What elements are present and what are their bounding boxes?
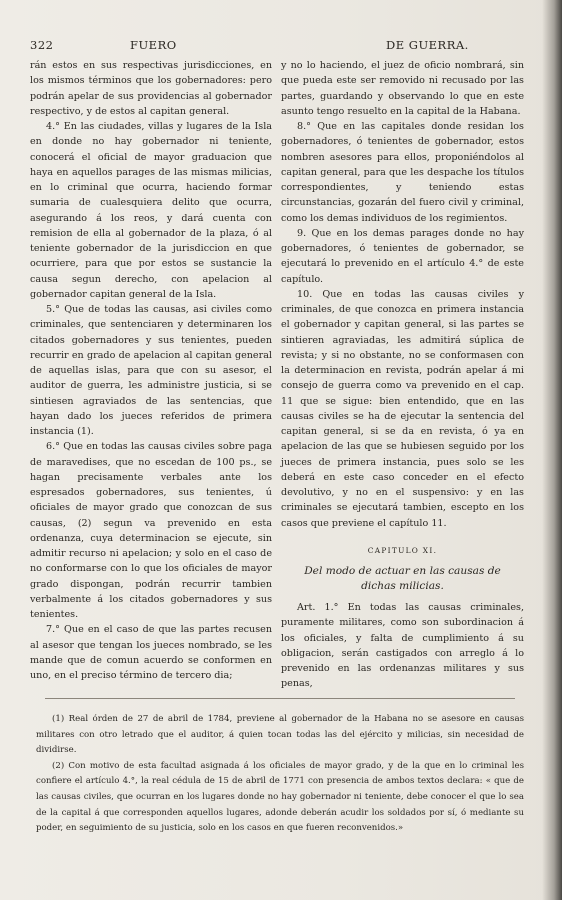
chapter-label: CAPITULO XI.	[367, 545, 438, 555]
paragraph: y no lo haciendo, el juez de oficio nombrará, sin que pueda este ser removido ni recusado por las partes, guardando y observando lo que en este asunto tengo resuelto en la capital de la Habana.	[281, 60, 524, 117]
page-number: 322	[30, 38, 54, 52]
left-column	[30, 58, 272, 683]
footnotes	[36, 712, 524, 837]
paragraph: 6.° Que en todas las causas civiles sobre paga de maravedises, que no escedan de 100 ps., se hagan precisamente verbales ante los espresados gobernadores, sus tenientes, ú oficiales de mayor grado que conozcan de sus causas, (2) segun va prevenido en esta ordenanza, cuya determinacion se ejecute, sin admitir recurso ni apelacion; y solo en el caso de no conformarse con lo que los oficiales de mayor grado dispongan, podrán recurrir tambien verbalmente á los citados gobernadores y sus tenientes.	[30, 441, 272, 620]
paragraph: Art. 1.° En todas las causas criminales, puramente militares, como son subordinacion á los oficiales, y falta de cumplimiento á su obligacion, serán castigados con arreglo á lo prevenido en las ordenanzas militares y sus penas,	[281, 602, 524, 690]
paragraph: 5.° Que de todas las causas, asi civiles como criminales, que sentenciaren y determinaren los citados gobernadores y sus tenientes, pueden recurrir en grado de apelacion al capitan general de aquellas islas, para que con su asesor, el auditor de guerra, les administre justicia, si se sintiesen agraviados de las sentencias, que hayan dado los jueces referidos de primera instancia (1).	[30, 304, 272, 437]
header-title-right: DE GUERRA.	[386, 38, 469, 52]
footnote: (1) Real órden de 27 de abril de 1784, previene al gobernador de la Habana no se asesore en causas militares con otro letrado que el auditor, á quien tocan todas las del ejército y milicias, sin necesidad de dividirse.	[36, 714, 524, 756]
paragraph: 9. Que en los demas parages donde no hay gobernadores, ó tenientes de gobernador, se ejecutará lo prevenido en el artículo 4.° de este capítulo.	[281, 227, 524, 285]
chapter-title: Del modo de actuar en las causas de dichas milicias.	[304, 565, 501, 592]
header-title-left: FUERO	[130, 38, 177, 52]
page-gutter-shadow	[542, 0, 562, 900]
paragraph: 10. Que en todas las causas civiles y criminales, de que conozca en primera instancia el gobernador y capitan general, si las partes se sintieren agraviadas, les admitirá súplica de revista; y si no obstante, no se conformasen con la determinacion en revista, podrán apelar á mi consejo de guerra como va prevenido en el cap. 11 que se sigue: bien entendido, que en las causas civiles se ha de ejecutar la sentencia del capitan general, si se da en revista, ó ya en apelacion de las que se hubiesen seguido por los jueces de primera instancia, pues solo se les deberá en este caso conceder en el efecto devolutivo, y no en el suspensivo: y en las criminales se ejecutará tambien, escepto en los casos que previene el capítulo 11.	[281, 288, 524, 529]
paragraph: 4.° En las ciudades, villas y lugares de la Isla en donde no hay gobernador ni teniente, conocerá el oficial de mayor graduacion que haya en aquellos parages de las mismas milicias, en lo criminal que ocurra, haciendo formar sumaria de cualesquiera delito que ocurra, asegurando á los reos, y dará cuenta con remision de ella al gobernador de la plaza, ó al teniente gobernador de la jurisdiccion en que ocurriere, para que por estos se sustancie la causa segun derecho, con apelacion al gobernador capitan general de la Isla.	[30, 121, 272, 300]
right-column	[281, 58, 524, 692]
paragraph: 8.° Que en las capitales donde residan los gobernadores, ó tenientes de gobernador, estos nombren asesores para ellos, proponiéndolos al capitan general, para que les despache los títulos correspondientes, y teniendo estas circunstancias, gozarán del fuero civil y criminal, como los demas individuos de los regimientos.	[281, 121, 524, 224]
paragraph: rán estos en sus respectivas jurisdicciones, en los mismos términos que los gobernadores: pero podrán apelar de sus providencias al gobernador respectivo, y de estos al capitan general.	[30, 60, 272, 117]
running-head	[30, 38, 534, 54]
footnote: (2) Con motivo de esta facultad asignada á los oficiales de mayor grado, y de la que en lo criminal les confiere el artículo 4.°, la real cédula de 15 de abril de 1771 con presencia de ambos textos declara: « que de las causas civiles, que ocurran en los lugares donde no hay gobernador ni teniente, debe conocer el que lo sea de la capital á que corresponden aquellos lugares, adonde deberán acudir los soldados por sí, ó mediante su poder, en seguimiento de su justicia, solo en los casos en que fueren reconvenidos.»	[36, 760, 524, 834]
footnote-rule	[45, 698, 515, 699]
paragraph: 7.° Que en el caso de que las partes recusen al asesor que tengan los jueces nombrado, se les mande que de comun acuerdo se conformen en uno, en el preciso término de tercero dia;	[30, 624, 272, 681]
